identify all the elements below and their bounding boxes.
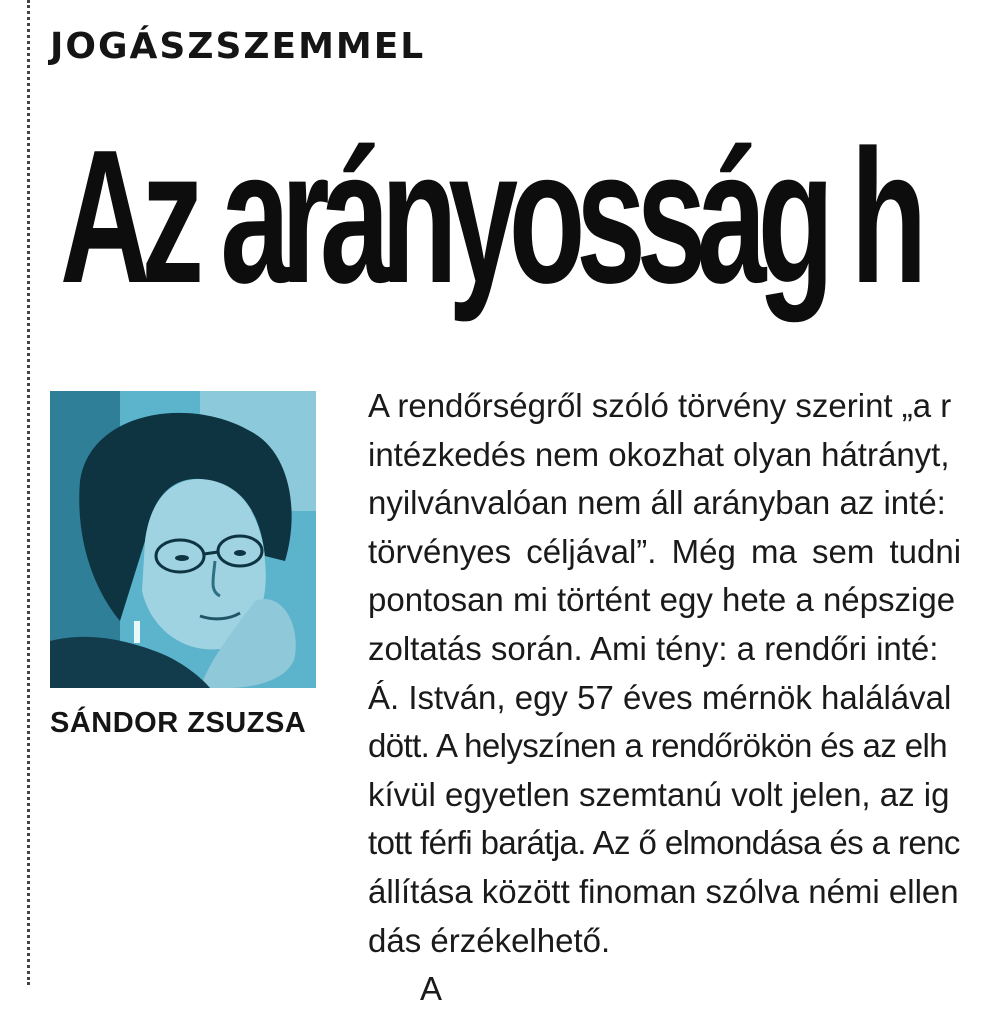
article-body [368, 382, 1000, 1014]
body-line: törvényes céljával”. Még ma sem tudni [368, 532, 962, 570]
body-line: pontosan mi történt egy hete a népszige [368, 581, 956, 619]
body-line: A rendőrségről szóló törvény szerint „a r [368, 387, 952, 424]
author-name: SÁNDOR ZSUZSA [50, 707, 307, 739]
body-line: intézkedés nem okozhat olyan hátrányt, [368, 435, 950, 473]
author-portrait-icon [50, 391, 316, 688]
body-line: dött. A helyszínen a rendőrökön és az elh [368, 727, 947, 765]
body-line: tott férfi barátja. Az ő elmondása és a renc [368, 824, 960, 862]
body-line: Á. István, egy 57 éves mérnök halálával [368, 678, 952, 716]
section-kicker: JOGÁSZSZEMMEL [50, 26, 426, 67]
body-line: nyilvánvalóan nem áll arányban az inté: [368, 484, 946, 522]
body-line: kívül egyetlen szemtanú volt jelen, az ig [368, 775, 950, 813]
column-divider [27, 0, 30, 985]
author-photo [50, 391, 316, 688]
body-line: A [420, 970, 443, 1008]
body-line: dás érzékelhető. [368, 921, 611, 959]
headline: Az arányosság h [60, 111, 918, 323]
body-line: állítása között finoman szólva némi ellen [368, 872, 959, 910]
body-line: zoltatás során. Ami tény: a rendőri inté: [368, 629, 939, 667]
